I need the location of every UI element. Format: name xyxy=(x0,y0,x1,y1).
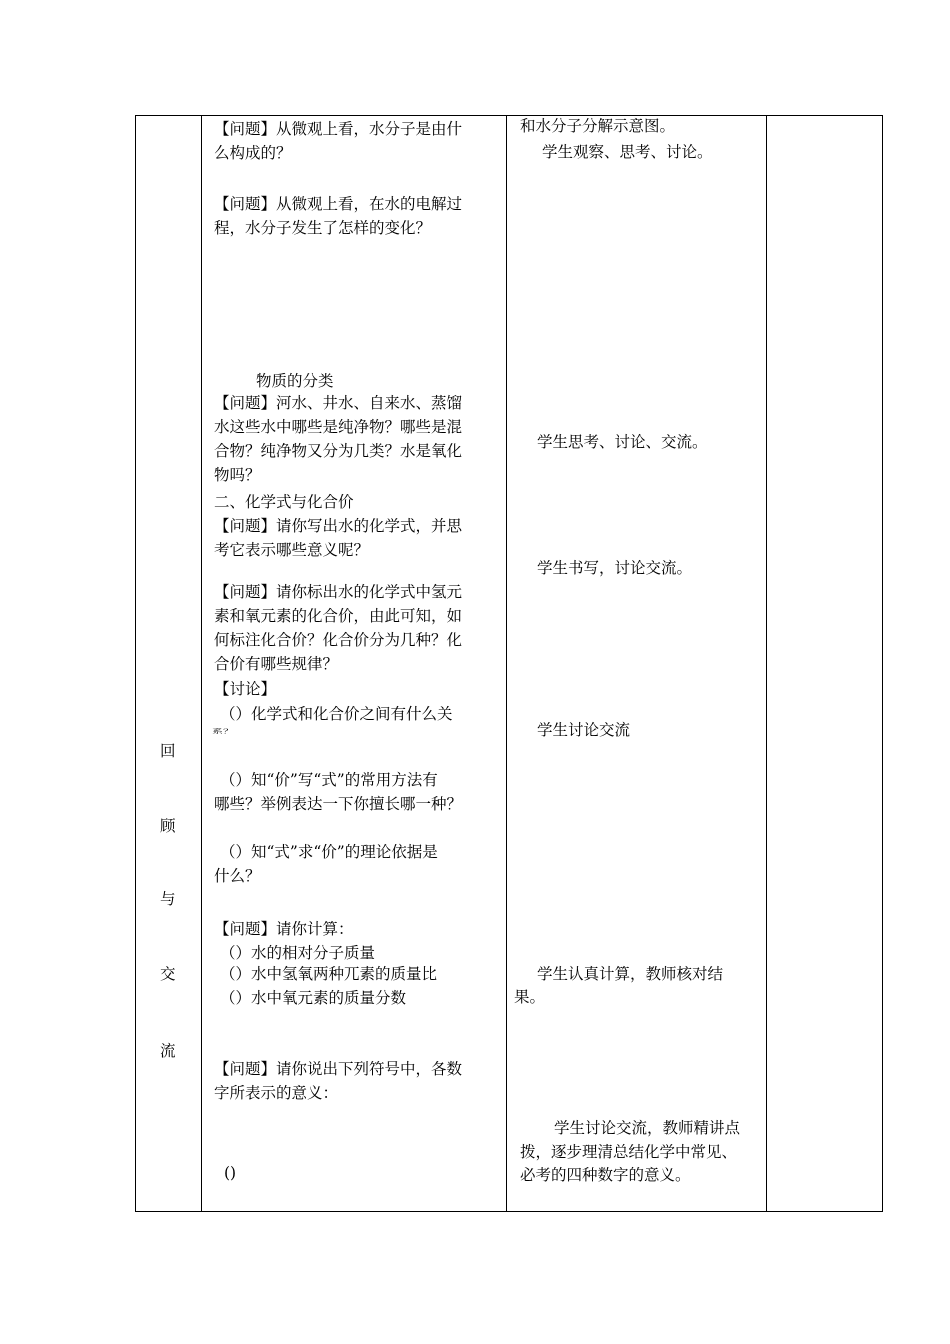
discussion-line: 哪些？举例表达一下你擅长哪一种？ xyxy=(214,795,463,813)
student-activity: 必考的四种数字的意义。 xyxy=(520,1166,691,1184)
student-activity: 和水分子分解示意图。 xyxy=(520,117,676,135)
question-line: 何标注化合价？化合价分为几种？化 xyxy=(214,631,463,649)
discussion-line: （）知“价”写“式”的常用方法有 xyxy=(220,771,438,789)
question-line: 程，水分子发生了怎样的变化？ xyxy=(214,219,432,237)
student-activity: 学生认真计算，教师核对结 xyxy=(537,965,724,983)
question-line: 考它表示哪些意义呢？ xyxy=(214,541,370,559)
side-label-char: 与 xyxy=(160,890,176,908)
side-label-char: 顾 xyxy=(160,817,176,835)
question-line: 么构成的？ xyxy=(214,144,292,162)
discussion-heading: 【讨论】 xyxy=(214,680,277,698)
side-label-char: 流 xyxy=(160,1042,176,1060)
question-line: 字所表示的意义： xyxy=(214,1084,339,1102)
student-activity: 学生书写，讨论交流。 xyxy=(537,559,693,577)
calc-item: （）水中氧元素的质量分数 xyxy=(220,989,407,1007)
student-activity: 学生思考、讨论、交流。 xyxy=(537,433,708,451)
column-divider xyxy=(201,115,202,1212)
student-activity: 学生讨论交流 xyxy=(537,721,631,739)
section-heading: 二、化学式与化合价 xyxy=(214,493,354,511)
question-line: 素和氧元素的化合价，由此可知，如 xyxy=(214,607,463,625)
question-line: 合物？纯净物又分为几类？水是氧化 xyxy=(214,442,463,460)
calc-item: （）水的相对分子质量 xyxy=(220,944,376,962)
question-line: 合价有哪些规律？ xyxy=(214,655,339,673)
question-line: 物吗？ xyxy=(214,466,261,484)
student-activity: 学生观察、思考、讨论。 xyxy=(542,143,713,161)
student-activity: 拨，逐步理清总结化学中常见、 xyxy=(520,1143,738,1161)
question-line: 【问题】请你标出水的化学式中氢元 xyxy=(214,583,463,601)
column-divider xyxy=(506,115,507,1212)
calc-item: （）水中氢氧两种兀素的质量比 xyxy=(220,965,438,983)
question-line: 【问题】请你写出水的化学式，并思 xyxy=(214,517,463,535)
question-line: 【问题】请你计算： xyxy=(214,920,354,938)
topic-heading: 物质的分类 xyxy=(256,372,334,390)
question-line: 【问题】从微观上看，水分子是由什 xyxy=(214,120,463,138)
discussion-line: 什么？ xyxy=(214,867,261,885)
side-label-char: 回 xyxy=(160,742,176,760)
side-label-char: 交 xyxy=(160,965,176,983)
question-line: 【问题】请你说出下列符号中，各数 xyxy=(214,1060,463,1078)
discussion-line: （）化学式和化合价之间有什么关 xyxy=(220,705,453,723)
student-activity: 果。 xyxy=(514,988,546,1006)
question-line: 【问题】河水、井水、自来水、蒸馏 xyxy=(214,394,463,412)
question-line: 【问题】从微观上看，在水的电解过 xyxy=(214,195,463,213)
discussion-line: 系？ xyxy=(212,727,234,735)
question-line: 水这些水中哪些是纯净物？哪些是混 xyxy=(214,418,463,436)
blank-parentheses: () xyxy=(224,1164,237,1182)
column-divider xyxy=(766,115,767,1212)
discussion-line: （）知“式”求“价”的理论依据是 xyxy=(220,843,438,861)
student-activity: 学生讨论交流，教师精讲点 xyxy=(554,1119,741,1137)
